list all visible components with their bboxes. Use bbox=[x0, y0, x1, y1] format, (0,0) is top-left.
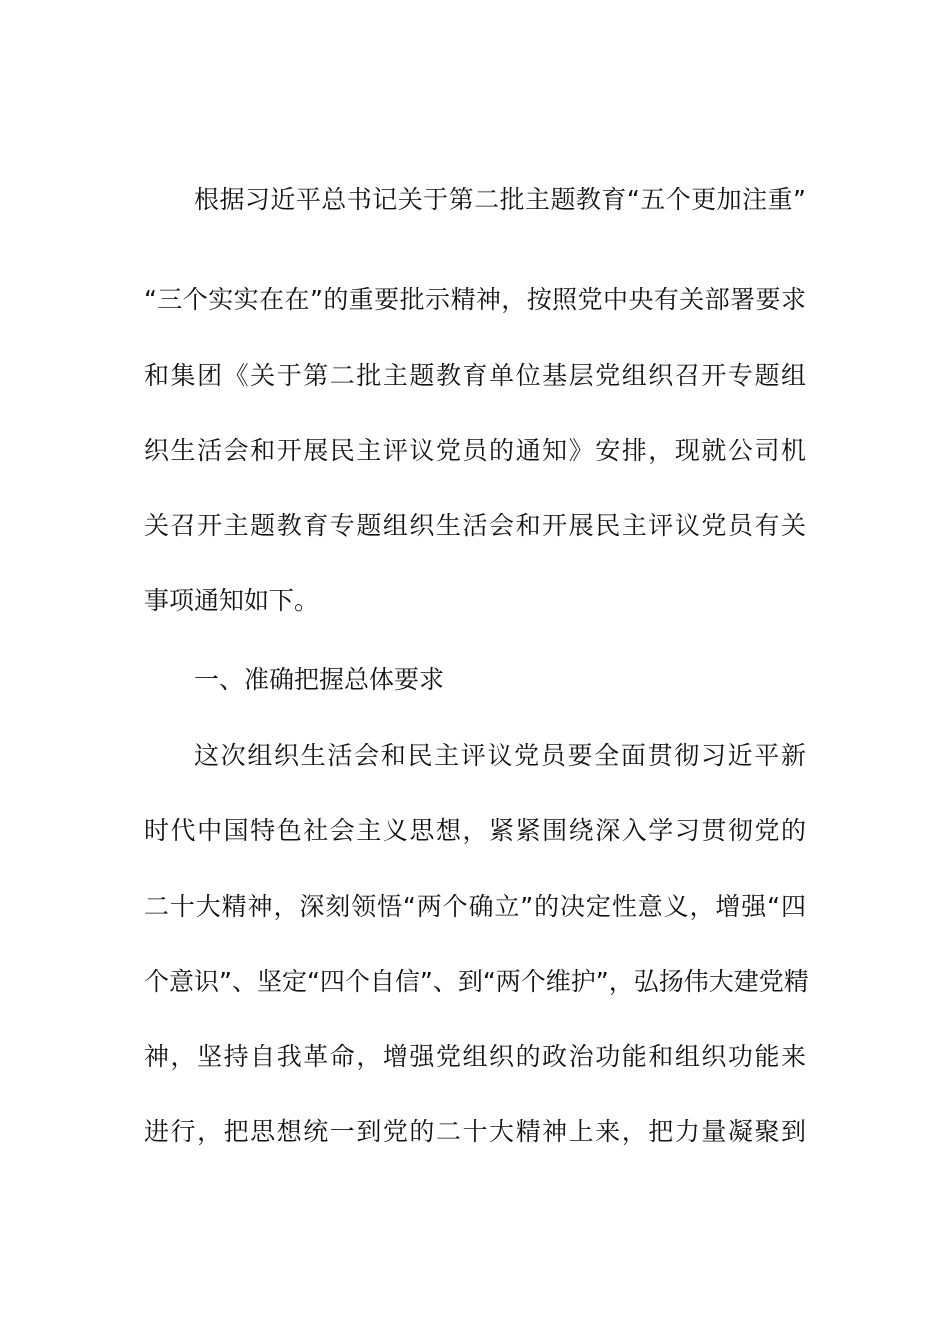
paragraph-2-line-6: 进行，把思想统一到党的二十大精神上来，把力量凝聚到 bbox=[144, 1117, 806, 1146]
paragraph-1-line-5: 关召开主题教育专题组织生活会和开展民主评议党员有关 bbox=[144, 511, 806, 540]
paragraph-2-line-2: 时代中国特色社会主义思想，紧紧围绕深入学习贯彻党的 bbox=[144, 816, 806, 845]
paragraph-1-line-1: 根据习近平总书记关于第二批主题教育“五个更加注重” bbox=[194, 185, 806, 214]
paragraph-1-line-6: 事项通知如下。 bbox=[144, 586, 320, 615]
paragraph-1-line-4: 织生活会和开展民主评议党员的通知》安排，现就公司机 bbox=[144, 436, 806, 465]
paragraph-1-line-2: “三个实实在在”的重要批示精神，按照党中央有关部署要求 bbox=[144, 285, 806, 314]
paragraph-2-line-4: 个意识”、坚定“四个自信”、到“两个维护”，弘扬伟大建党精 bbox=[144, 967, 809, 996]
paragraph-1-line-3: 和集团《关于第二批主题教育单位基层党组织召开专题组 bbox=[144, 361, 806, 390]
section-heading-1: 一、准确把握总体要求 bbox=[194, 665, 445, 694]
paragraph-2-line-5: 神，坚持自我革命，增强党组织的政治功能和组织功能来 bbox=[144, 1042, 806, 1071]
paragraph-2-line-3: 二十大精神，深刻领悟“两个确立”的决定性意义，增强“四 bbox=[144, 892, 806, 921]
paragraph-2-line-1: 这次组织生活会和民主评议党员要全面贯彻习近平新 bbox=[194, 741, 806, 770]
